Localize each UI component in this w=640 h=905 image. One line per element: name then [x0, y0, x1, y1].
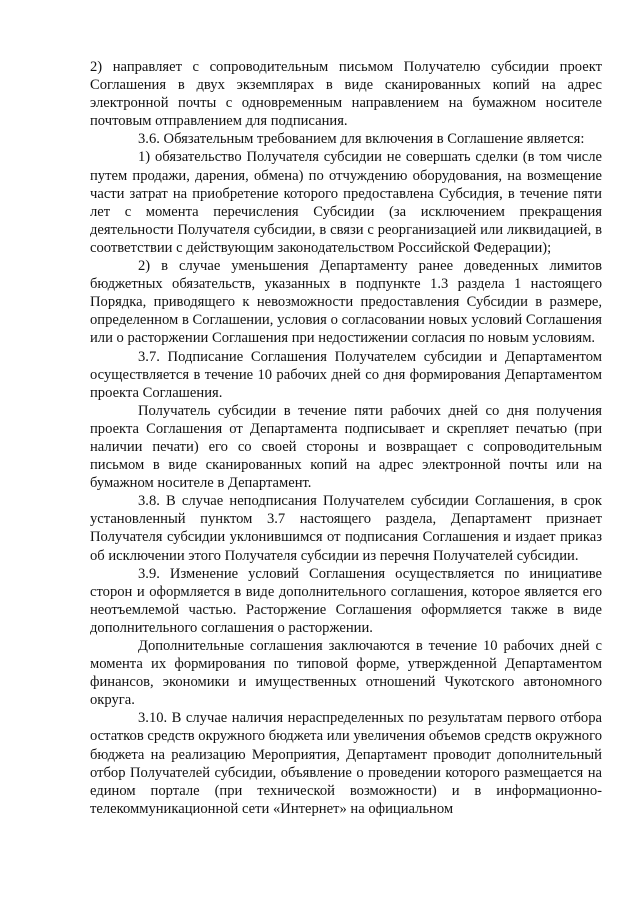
paragraph-3-8: 3.8. В случае неподписания Получателем субсидии Соглашения, в срок установленный пунктом 3.7 настоящего раздела, Департамент признает Получателя субсидии уклонившимся от подписания Соглашения и издает приказ об исключении этого Получателя субсидии из перечня Получателей субсидии.	[90, 493, 602, 564]
paragraph-3-9-additional: Дополнительные соглашения заключаются в течение 10 рабочих дней с момента их формирования по типовой форме, утвержденной Департаментом финансов, экономики и имущественных отношений Чукотского автономного округа.	[90, 638, 602, 709]
paragraph-3-6-item-2: 2) в случае уменьшения Департаменту ранее доведенных лимитов бюджетных обязательств, указанных в подпункте 1.3 раздела 1 настоящего Порядка, приводящего к невозможности предоставления Субсидии в размере, определенном в Соглашении, условия о согласовании новых условий Соглашения или о расторжении Соглашения при недостижении согласия по новым условиям.	[90, 258, 602, 347]
paragraph-3-5-item-2: 2) направляет с сопроводительным письмом Получателю субсидии проект Соглашения в двух экземплярах в виде сканированных копий на адрес электронной почты с одновременным направлением на бумажном носителе почтовым отправлением для подписания.	[90, 59, 602, 130]
paragraph-3-6-item-1: 1) обязательство Получателя субсидии не совершать сделки (в том числе путем продажи, дарения, обмена) по отчуждению оборудования, на возмещение части затрат на приобретение которого предоставлена Субсидия, в течение пяти лет с момента перечисления Субсидии (за исключением прекращения деятельности Получателя субсидии, в связи с реорганизацией или ликвидацией, в соответствии с действующим законодательством Российской Федерации);	[90, 149, 602, 256]
document-body	[90, 58, 602, 818]
paragraph-3-10: 3.10. В случае наличия нераспределенных по результатам первого отбора остатков средств окружного бюджета или увеличения объемов средств окружного бюджета на реализацию Мероприятия, Департамент проводит дополнительный отбор Получателей субсидии, объявление о проведении которого размещается на едином портале (при технической возможности) и в информационно-телекоммуникационной сети «Интернет» на официальном	[90, 710, 602, 817]
paragraph-3-7: 3.7. Подписание Соглашения Получателем субсидии и Департаментом осуществляется в течение 10 рабочих дней со дня формирования Департаментом проекта Соглашения.	[90, 348, 602, 401]
paragraph-3-7-recipient: Получатель субсидии в течение пяти рабочих дней со дня получения проекта Соглашения от Департамента подписывает и скрепляет печатью (при наличии печати) его со своей стороны и возвращает с сопроводительным письмом в виде сканированных копий на адрес электронной почты или на бумажном носителе в Департамент.	[90, 402, 602, 492]
paragraph-3-9: 3.9. Изменение условий Соглашения осуществляется по инициативе сторон и оформляется в виде дополнительного соглашения, которое является его неотъемлемой частью. Расторжение Соглашения оформляется также в виде дополнительного соглашения о расторжении.	[90, 565, 602, 636]
paragraph-3-6: 3.6. Обязательным требованием для включения в Соглашение является:	[138, 131, 585, 148]
